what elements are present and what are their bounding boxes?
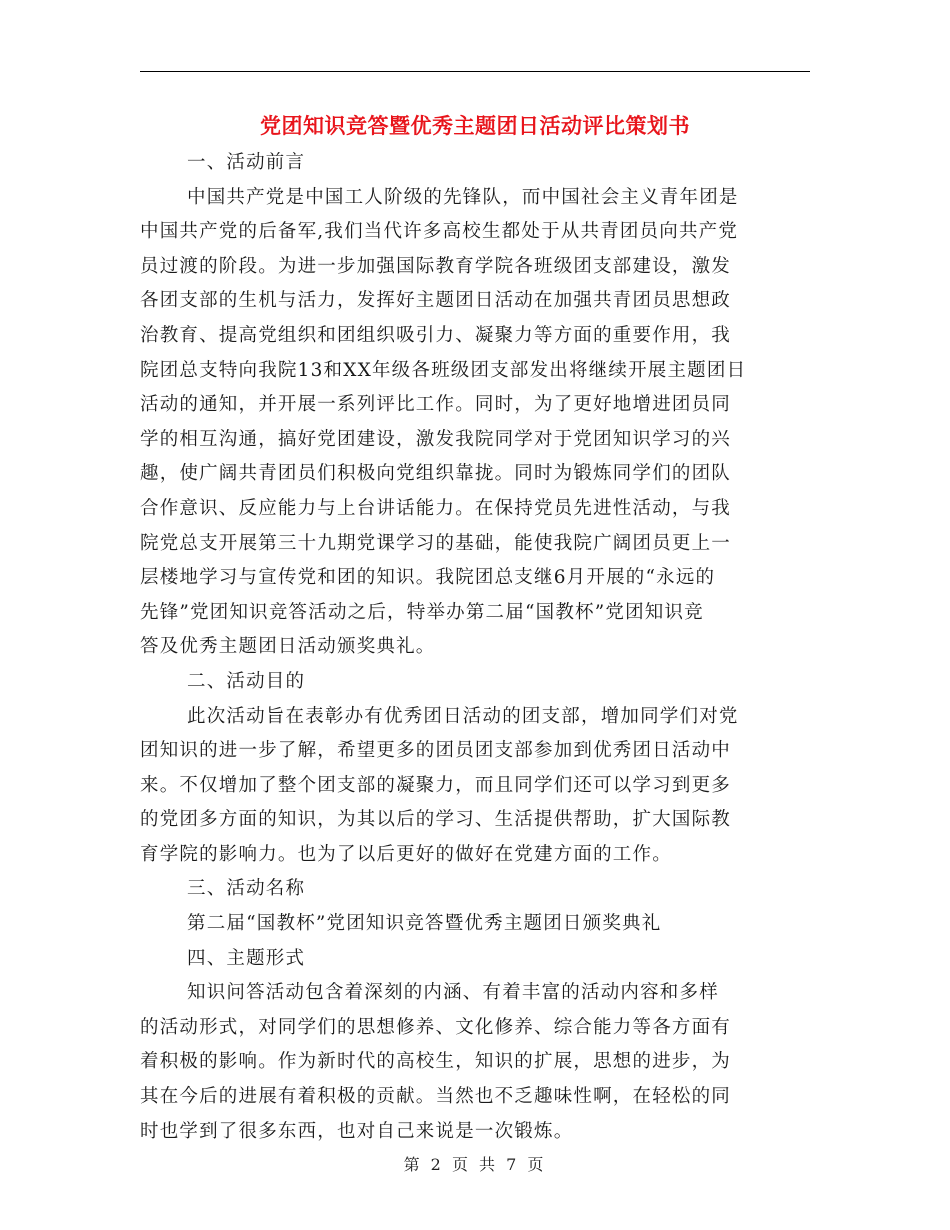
document-title: 党团知识竞答暨优秀主题团日活动评比策划书 xyxy=(260,114,690,138)
paragraph-line: 治教育、提高党组织和团组织吸引力、凝聚力等方面的重要作用，我 xyxy=(140,324,732,346)
paragraph-line: 先锋”党团知识竞答活动之后，特举办第二届“国教杯”党团知识竞 xyxy=(140,601,704,623)
paragraph-line: 院党总支开展第三十九期党课学习的基础，能使我院广阔团员更上一 xyxy=(140,532,732,554)
paragraph-line: 时也学到了很多东西，也对自己来说是一次锻炼。 xyxy=(140,1120,574,1142)
paragraph-line: 趣，使广阔共青团员们积极向党组织靠拢。同时为锻炼同学们的团队 xyxy=(140,463,732,485)
paragraph-line: 的党团多方面的知识，为其以后的学习、生活提供帮助，扩大国际教 xyxy=(140,809,732,831)
paragraph-line: 院团总支特向我院13和XX年级各班级团支部发出将继续开展主题团日 xyxy=(140,359,747,381)
paragraph-line: 员过渡的阶段。为进一步加强国际教育学院各班级团支部建设，激发 xyxy=(140,255,732,277)
paragraph-line: 此次活动旨在表彰办有优秀团日活动的团支部，增加同学们对党 xyxy=(187,705,739,727)
section-heading: 二、活动目的 xyxy=(187,670,306,692)
paragraph-line: 的活动形式，对同学们的思想修养、文化修养、综合能力等各方面有 xyxy=(140,1016,732,1038)
paragraph-line: 活动的通知，并开展一系列评比工作。同时，为了更好地增进团员同 xyxy=(140,394,732,416)
page-number-footer: 第 2 页 共 7 页 xyxy=(403,1155,547,1174)
paragraph-line: 各团支部的生机与活力，发挥好主题团日活动在加强共青团员思想政 xyxy=(140,290,732,312)
paragraph-line: 学的相互沟通，搞好党团建设，激发我院同学对于党团知识学习的兴 xyxy=(140,428,732,450)
paragraph-line: 合作意识、反应能力与上台讲话能力。在保持党员先进性活动，与我 xyxy=(140,497,732,519)
paragraph-line: 第二届“国教杯”党团知识竞答暨优秀主题团日颁奖典礼 xyxy=(187,913,662,935)
paragraph-line: 其在今后的进展有着积极的贡献。当然也不乏趣味性啊，在轻松的同 xyxy=(140,1086,732,1108)
paragraph-line: 答及优秀主题团日活动颁奖典礼。 xyxy=(140,636,436,658)
paragraph-line: 着积极的影响。作为新时代的高校生，知识的扩展，思想的进步，为 xyxy=(140,1051,732,1073)
document-body xyxy=(140,146,810,1149)
section-heading: 三、活动名称 xyxy=(187,878,306,900)
paragraph-line: 层楼地学习与宣传党和团的知识。我院团总支继6月开展的“永远的 xyxy=(140,567,716,589)
section-heading: 四、主题形式 xyxy=(187,947,306,969)
paragraph-line: 团知识的进一步了解，希望更多的团员团支部参加到优秀团日活动中 xyxy=(140,740,732,762)
paragraph-line: 中国共产党的后备军,我们当代许多高校生都处于从共青团员向共产党 xyxy=(140,221,739,243)
paragraph-line: 来。不仅增加了整个团支部的凝聚力，而且同学们还可以学习到更多 xyxy=(140,774,732,796)
section-heading: 一、活动前言 xyxy=(187,152,306,173)
paragraph-line: 育学院的影响力。也为了以后更好的做好在党建方面的工作。 xyxy=(140,843,672,865)
header-rule xyxy=(140,71,810,72)
paragraph-line: 知识问答活动包含着深刻的内涵、有着丰富的活动内容和多样 xyxy=(187,982,719,1004)
paragraph-line: 中国共产党是中国工人阶级的先锋队，而中国社会主义青年团是 xyxy=(187,186,739,208)
